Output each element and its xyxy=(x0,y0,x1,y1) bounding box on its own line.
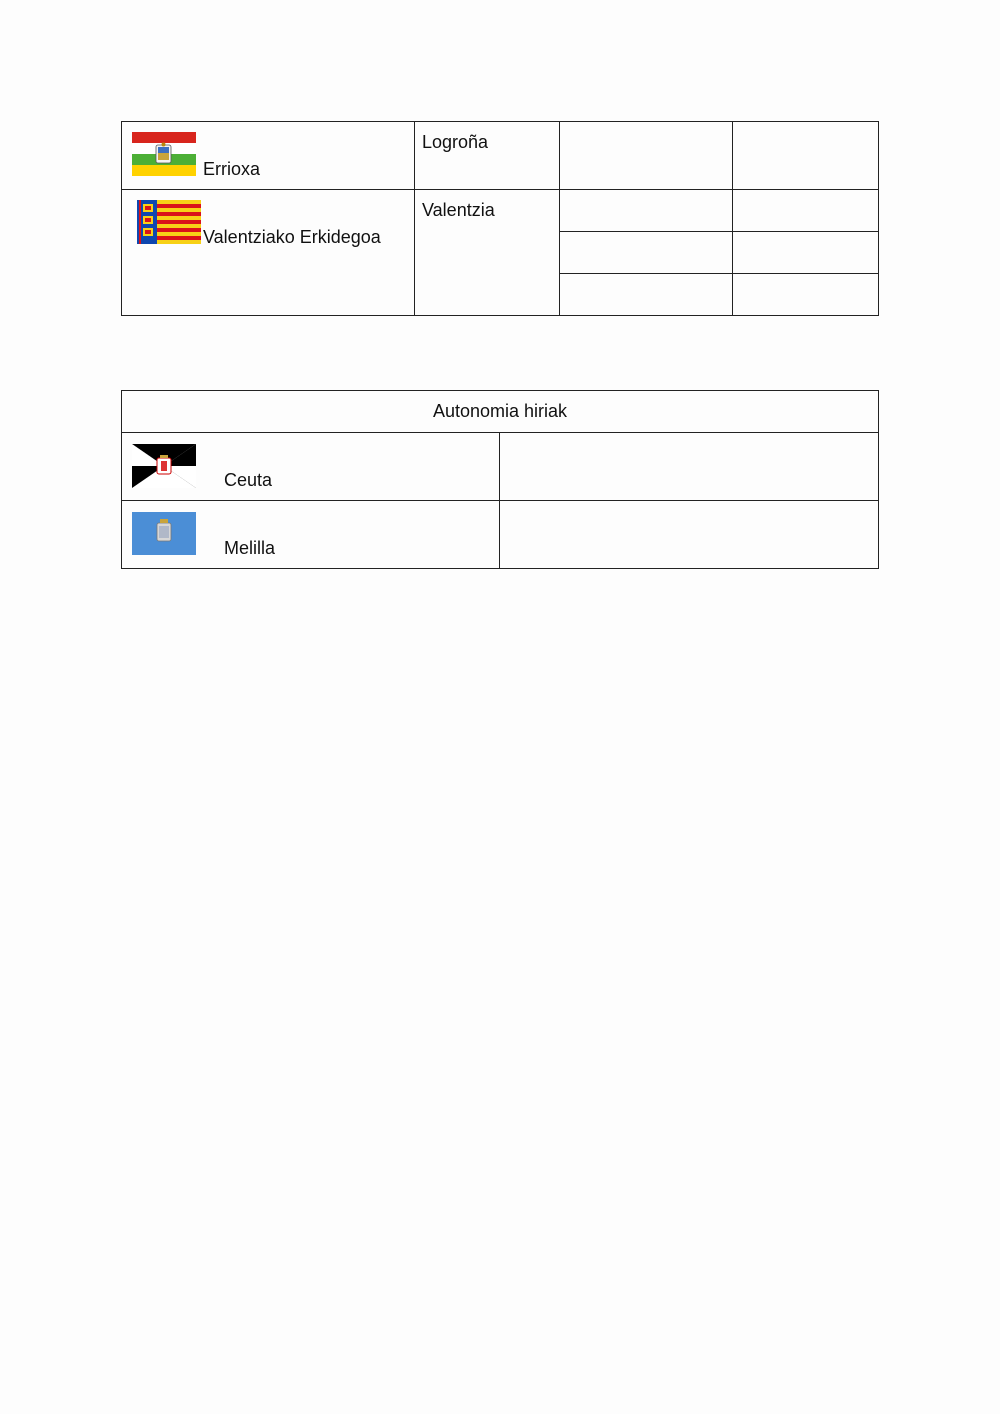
table-row-errioxa xyxy=(122,122,879,190)
autonomous-cities-table xyxy=(121,390,879,569)
empty-cell xyxy=(733,190,879,232)
empty-cell xyxy=(560,274,733,316)
capital-cell-logrona xyxy=(415,122,560,190)
autonomous-communities-table xyxy=(121,121,879,316)
la-rioja-flag-icon xyxy=(132,132,196,176)
city-name: Melilla xyxy=(224,538,276,558)
city-cell-ceuta xyxy=(122,433,500,501)
empty-cell xyxy=(733,274,879,316)
region-cell-valentzia xyxy=(122,190,415,316)
table-header: Autonomia hiriak xyxy=(122,391,879,433)
capital-name: Valentzia xyxy=(422,200,495,220)
empty-cell xyxy=(560,122,733,190)
capital-name: Logroña xyxy=(422,132,489,152)
empty-cell xyxy=(733,232,879,274)
region-name: Valentziako Erkidegoa xyxy=(203,227,381,247)
table-row-valentzia xyxy=(122,190,879,232)
table-row-ceuta xyxy=(122,433,879,501)
empty-cell xyxy=(500,501,879,569)
ceuta-flag-icon xyxy=(132,444,196,488)
region-name: Errioxa xyxy=(203,159,261,179)
capital-cell-valentzia xyxy=(415,190,560,316)
table-header-row xyxy=(122,391,879,433)
empty-cell xyxy=(500,433,879,501)
region-cell-errioxa xyxy=(122,122,415,190)
empty-cell xyxy=(560,190,733,232)
city-cell-melilla xyxy=(122,501,500,569)
city-name: Ceuta xyxy=(224,470,273,490)
empty-cell xyxy=(560,232,733,274)
empty-cell xyxy=(733,122,879,190)
table-row-melilla xyxy=(122,501,879,569)
valencia-flag-icon xyxy=(137,200,201,244)
melilla-flag-icon xyxy=(132,512,196,555)
